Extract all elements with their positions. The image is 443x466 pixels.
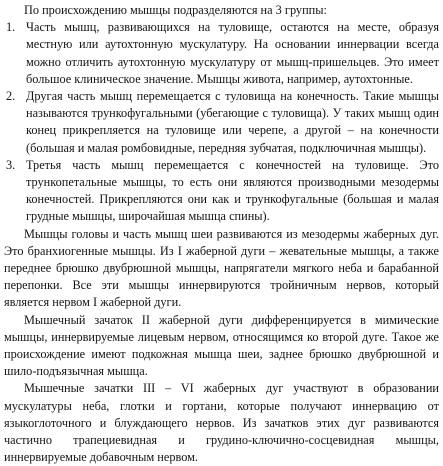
list-item-number: 3.: [6, 157, 16, 172]
body-paragraph: Мышцы головы и часть мышц шеи развиваются из мезодермы жаберных дуг. Это бранхиогенные мышцы. Из I жаберной дуги – жевательные мышцы, а также переднее брюшко двубрюшной мышцы, напрягатели мягкого неба и барабанной перепонки. Все эти мышцы иннервируются тройничным нервов, который является нервом I жаберной дуги.: [4, 226, 439, 310]
list-item: [4, 19, 439, 88]
intro-paragraph: По происхождению мышцы подразделяются на 3 группы:: [24, 3, 327, 17]
list-item: [4, 157, 439, 226]
list-item-text: Третья часть мышц перемещается с конечностей на туловище. Это трункопетальные мышцы, то есть они являются производными мезодермы конечностей. Прикрепляются они как и трункофугальные (большая и малая грудные мышцы, широчайшая мышца спины).: [26, 157, 439, 224]
muscle-groups-list: [4, 19, 439, 225]
list-item: [4, 88, 439, 157]
list-item-text: Часть мышц, развивающихся на туловище, остаются на месте, образуя местную или аутохтонную мускулатуру. На основании иннервации всегда можно отличить аутохтонную мускулатуру от мышц-пришельцев. Это имеет большое клиническое значение. Мышцы живота, например, аутохтонные.: [26, 20, 439, 86]
list-item-text: Другая часть мышц перемещается с туловища на конечность. Такие мышцы называются трункофугальными (убегающие с туловища). У таких мышц один конец прикрепляется на туловище или черепе, а другой – на конечности (большая и малая ромбовидные, передняя зубчатая, подключичная мышцы).: [26, 89, 439, 155]
body-paragraph: Мышечный зачаток II жаберной дуги дифференцируется в мимические мышцы, иннервируемые лицевым нервом, относящимся ко второй дуге. Такое же происхождение имеют подкожная мышца шеи, заднее брюшко двубрюшной и шило-подъязычная мышца.: [4, 312, 439, 379]
list-item-number: 1.: [6, 20, 16, 35]
body-paragraph: Мышечные зачатки III – VI жаберных дуг участвуют в образовании мускулатуры неба, глотки и гортани, которые получают иннервацию от языкоглоточного и блуждающего нервов. Из зачатков этих дуг развиваются частично трапециевидная и грудино-ключично-сосцевидная мышцы, иннервируемые добавочным нервом.: [4, 381, 439, 465]
list-item-number: 2.: [6, 89, 16, 104]
